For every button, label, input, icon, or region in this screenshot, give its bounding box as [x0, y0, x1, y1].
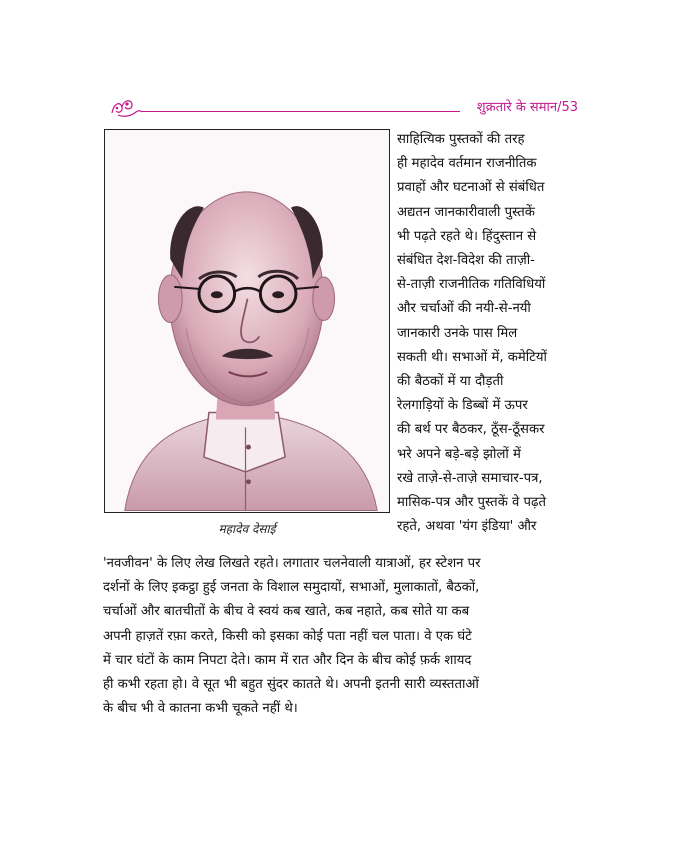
- side-line: से-ताज़ी राजनीतिक गतिविधियों: [397, 277, 546, 293]
- portrait-image: [104, 129, 390, 513]
- side-line: जानकारी उनके पास मिल: [397, 325, 518, 341]
- page-header: [108, 95, 578, 121]
- side-line: प्रवाहों और घटनाओं से संबंधित: [397, 180, 545, 196]
- body-line: में चार घंटों के काम निपटा देते। काम में रात और दिन के बीच कोई फ़र्क शायद: [103, 652, 472, 668]
- side-line: की बर्थ पर बैठकर, ठूँस-ठूँसकर: [397, 422, 545, 438]
- side-line: की बैठकों में या दौड़ती: [397, 374, 504, 390]
- side-line: संबंधित देश-विदेश की ताज़ी-: [397, 253, 535, 269]
- body-line: अपनी हाज़तें रफ़ा करते, किसी को इसका कोई पता नहीं चल पाता। वे एक घंटे: [103, 628, 472, 644]
- side-line: और चर्चाओं की नयी-से-नयी: [397, 301, 531, 317]
- side-line: रहते, अथवा 'यंग इंडिया' और: [397, 519, 537, 535]
- side-line: सकती थी। सभाओं में, कमेटियों: [397, 349, 547, 365]
- side-line: ही महादेव वर्तमान राजनीतिक: [397, 156, 537, 172]
- body-line: के बीच भी वे कातना कभी चूकते नहीं थे।: [103, 701, 298, 717]
- side-line: मासिक-पत्र और पुस्तकें वे पढ़ते: [397, 495, 546, 511]
- figure-caption: महादेव देसाई: [218, 522, 276, 536]
- running-title: शुक्रतारे के समान/53: [476, 100, 578, 115]
- side-line: रखे ताज़े-से-ताज़े समाचार-पत्र,: [397, 470, 543, 486]
- side-line: भी पढ़ते रहते थे। हिंदुस्तान से: [397, 228, 537, 244]
- body-line: 'नवजीवन' के लिए लेख लिखते रहते। लगातार चलनेवाली यात्राओं, हर स्टेशन पर: [103, 556, 481, 571]
- portrait-drawing: [105, 130, 388, 511]
- header-rule: [142, 111, 460, 112]
- side-paragraph: [397, 128, 572, 539]
- body-line: ही कभी रहता हो। वे सूत भी बहुत सुंदर कातते थे। अपनी इतनी सारी व्यस्तताओं: [103, 677, 479, 693]
- side-line: साहित्यिक पुस्तकों की तरह: [397, 132, 525, 147]
- side-line: भरे अपने बड़े-बड़े झोलों में: [397, 446, 521, 462]
- body-line: चर्चाओं और बातचीतों के बीच वे स्वयं कब खाते, कब नहाते, कब सोते या कब: [103, 604, 470, 620]
- floral-ornament-icon: [108, 95, 142, 121]
- body-line: दर्शनों के लिए इकट्ठा हुई जनता के विशाल समुदायों, सभाओं, मुलाकातों, बैठकों,: [103, 580, 480, 596]
- side-line: अद्यतन जानकारीवाली पुस्तकें: [397, 204, 535, 220]
- side-line: रेलगाड़ियों के डिब्बों में ऊपर: [397, 398, 528, 414]
- body-paragraph: [103, 552, 573, 721]
